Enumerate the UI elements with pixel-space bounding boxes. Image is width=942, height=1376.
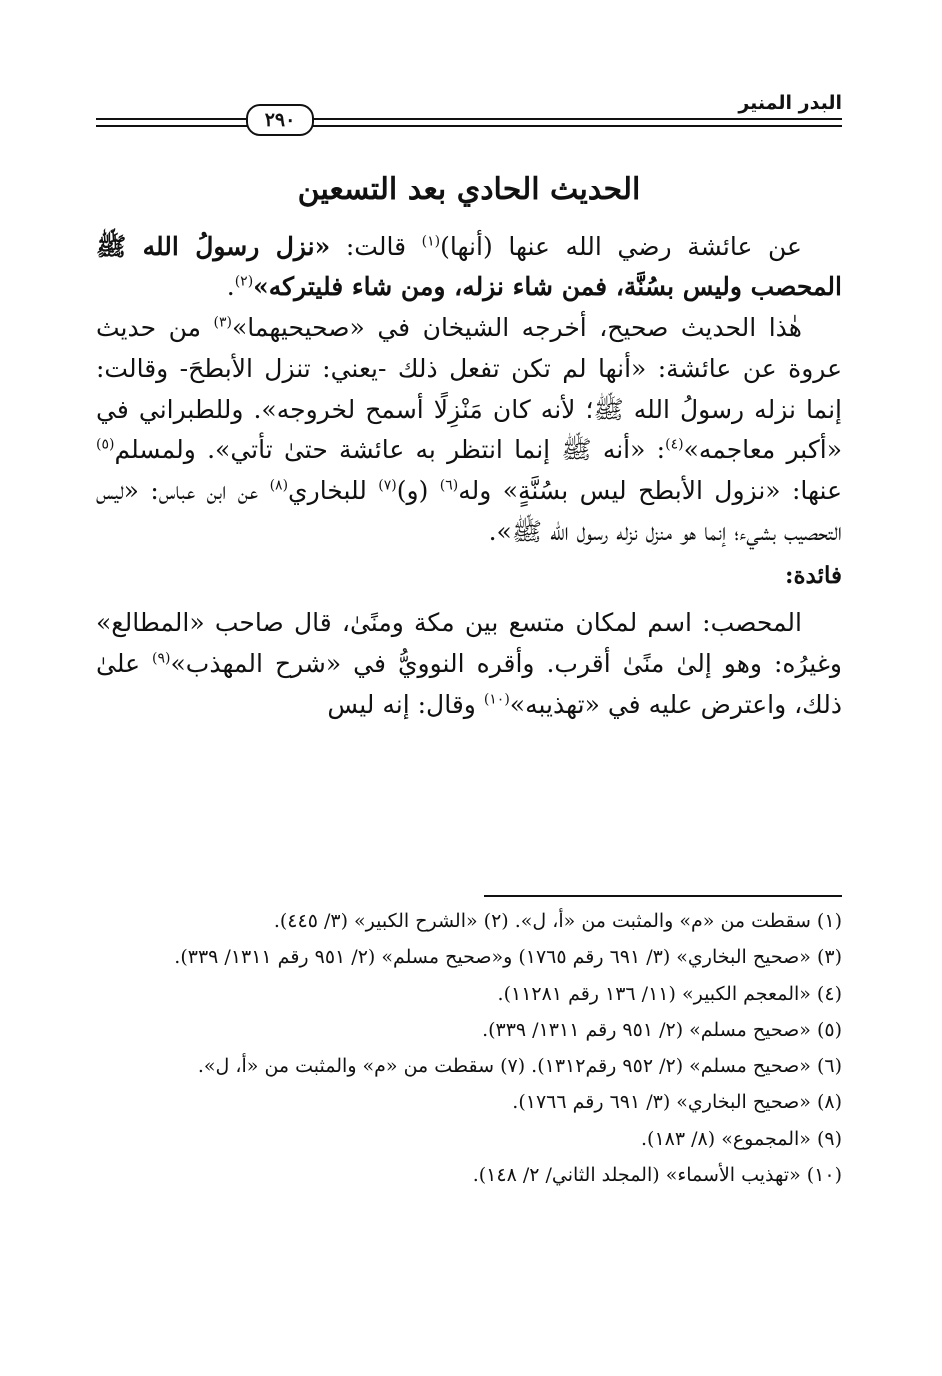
paragraph-hadith: [96, 227, 842, 309]
footnotes: [96, 905, 842, 1195]
text-segment: للبخاري: [288, 476, 379, 505]
footnote-divider: [484, 895, 842, 897]
running-title: البدر المنير: [738, 92, 842, 114]
footnote-ref: (١٠): [483, 691, 510, 708]
text-segment: عنها: «نزول الأبطح ليس بسُنَّةٍ» وله: [458, 476, 843, 505]
text-segment: : «أنه ﷺ إنما انتظر به عائشة حتىٰ تأتي». ولمسلم: [114, 435, 666, 465]
footnote: (٩) «المجموع» (٨/ ١٨٣).: [641, 1127, 842, 1150]
paragraph-takhrij: [96, 308, 842, 553]
footnote-ref: (٣): [213, 314, 233, 331]
footnote-ref: (٢): [234, 273, 254, 290]
text-segment: وقال: إنه ليس: [327, 689, 484, 719]
footnote-ref: (٦): [439, 477, 459, 494]
text-segment: علىٰ ذلك، واعترض عليه في «تهذيبه»: [96, 648, 842, 719]
chapter-title: الحديث الحادي بعد التسعين: [297, 172, 641, 207]
footnote: (٥) «صحيح مسلم» (٢/ ٩٥١ رقم ١٣١١/ ٣٣٩).: [482, 1018, 842, 1041]
footnote: (١٠) «تهذيب الأسماء» (المجلد الثاني/ ٢/ ١٤٨).: [472, 1164, 842, 1187]
footnote: (١) سقطت من «م» والمثبت من «أ، ل». (٢) «الشرح الكبير» (٣/ ٤٤٥).: [273, 910, 842, 932]
text-segment: قالت:: [330, 231, 422, 261]
footnote-ref: (٩): [152, 650, 171, 667]
text-segment: عن عائشة رضي الله عنها (أنها): [440, 231, 802, 261]
main-text: [96, 170, 842, 725]
footnote-ref: (٥): [96, 436, 115, 453]
footnote: (٤) «المعجم الكبير» (١١/ ١٣٦ رقم ١١٢٨١).: [497, 982, 842, 1005]
header-rule: [96, 118, 842, 127]
footnote-ref: (٧): [378, 477, 397, 494]
text-segment: .: [226, 272, 235, 302]
footnote-ref: (١): [421, 233, 441, 250]
text-segment: من حديث عروة عن عائشة: «أنها لم تكن تفعل ذلك -يعني: تنزل الأبطحَ- وقالت: إنما نزله رسولُ الله ﷺ؛ لأنه كان مَنْزِلًا أسمح لخروجه». وللطبراني في «أكبر معاجمه»: [96, 313, 842, 465]
page-header: [96, 92, 842, 138]
footnote-ref: (٤): [665, 436, 684, 453]
text-segment: عن ابن عباس: «ليس التحصيب بشيء؛ إنما هو منزل نزله رسول الله ﷺ».: [96, 476, 842, 546]
footnote: (٦) «صحيح مسلم» (٢/ ٩٥٢ رقم١٣١٢). (٧) سقطت من «م» والمثبت من «أ، ل».: [197, 1055, 842, 1078]
footnote: (٨) «صحيح البخاري» (٣/ ٦٩١ رقم ١٧٦٦).: [512, 1091, 842, 1114]
paragraph-benefit: [96, 603, 842, 725]
page-number: ٢٩٠: [246, 104, 314, 136]
text-segment: (و): [396, 476, 440, 505]
footnote-ref: (٨): [269, 477, 289, 494]
footnote: (٣) «صحيح البخاري» (٣/ ٦٩١ رقم ١٧٦٥) و«صحيح مسلم» (٢/ ٩٥١ رقم ١٣١١/ ٣٣٩).: [174, 946, 842, 969]
text-segment: المحصب: اسم لمكان متسع بين مكة ومنًىٰ، قال صاحب «المطالع» وغيرُه: وهو إلىٰ منًىٰ أقرب. وأقره النوويُّ في «شرح المهذب»: [96, 608, 842, 678]
benefit-heading: فائدة:: [784, 561, 842, 589]
hadith-text: «نزل رسولُ الله ﷺ المحصب وليس بسُنَّة، فمن شاء نزله، ومن شاء فليتركه»: [96, 231, 842, 302]
text-segment: هٰذا الحديث صحيح، أخرجه الشيخان في «صحيحيهما»: [232, 313, 802, 342]
